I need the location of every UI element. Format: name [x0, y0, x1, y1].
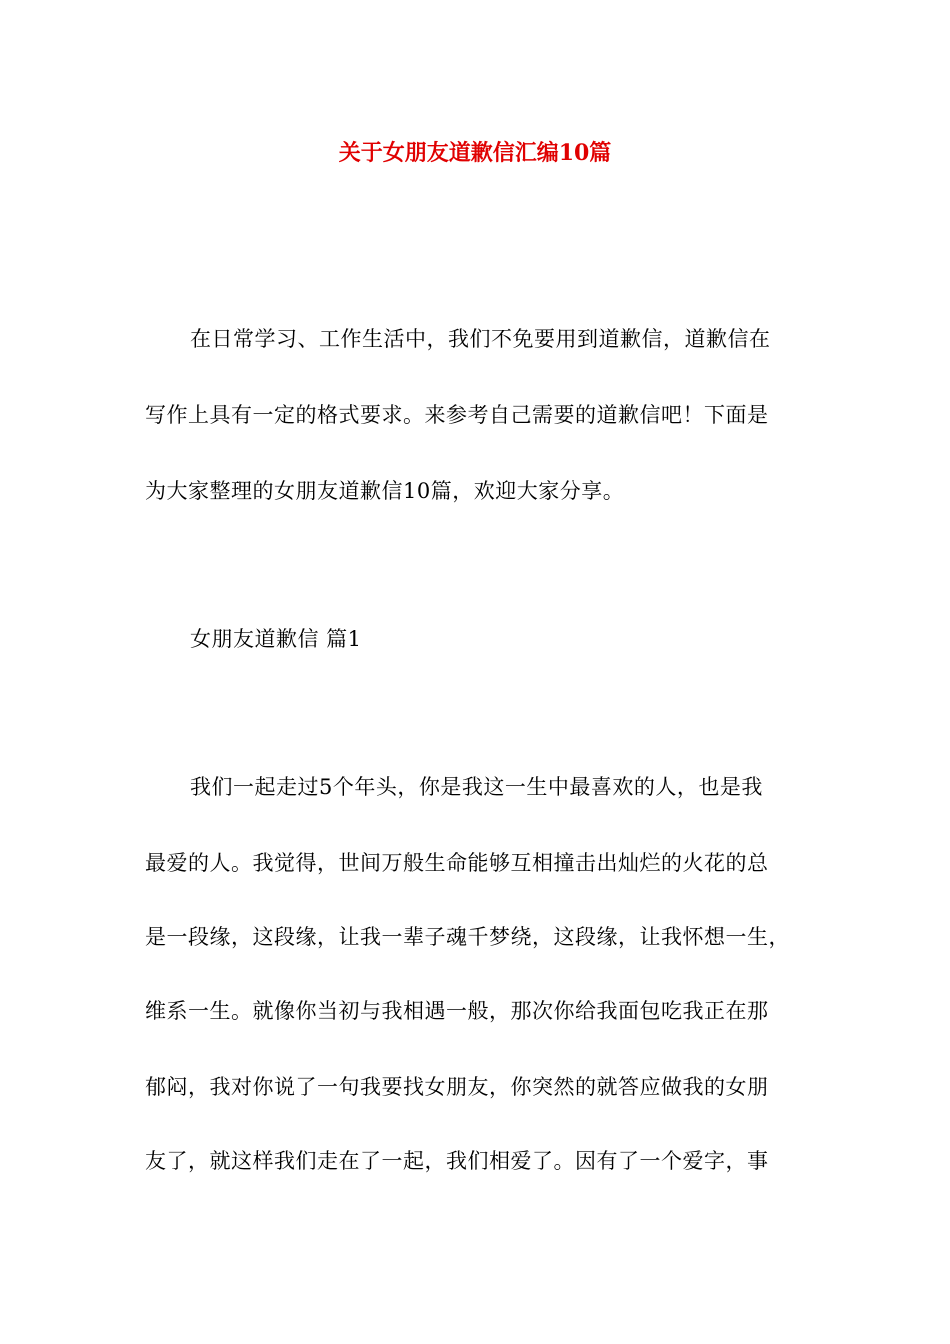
body-line-4: 维系一生。就像你当初与我相遇一般，那次你给我面包吃我正在那 [145, 999, 769, 1023]
section-heading: 女朋友道歉信 篇1 [190, 627, 362, 651]
document-title: 关于女朋友道歉信汇编10篇 [338, 140, 612, 166]
body-line-3: 是一段缘，这段缘，让我一辈子魂千梦绕，这段缘，让我怀想一生， [145, 925, 790, 949]
intro-line-2: 写作上具有一定的格式要求。来参考自己需要的道歉信吧！下面是 [145, 403, 769, 427]
body-line-1: 我们一起走过5个年头，你是我这一生中最喜欢的人，也是我 [190, 775, 763, 799]
body-line-5: 郁闷，我对你说了一句我要找女朋友，你突然的就答应做我的女朋 [145, 1075, 769, 1099]
intro-line-1: 在日常学习、工作生活中，我们不免要用到道歉信，道歉信在 [190, 327, 771, 351]
body-line-2: 最爱的人。我觉得，世间万般生命能够互相撞击出灿烂的火花的总 [145, 851, 769, 875]
intro-line-3: 为大家整理的女朋友道歉信10篇，欢迎大家分享。 [145, 479, 625, 503]
body-line-6: 友了，就这样我们走在了一起，我们相爱了。因有了一个爱字，事 [145, 1149, 769, 1173]
